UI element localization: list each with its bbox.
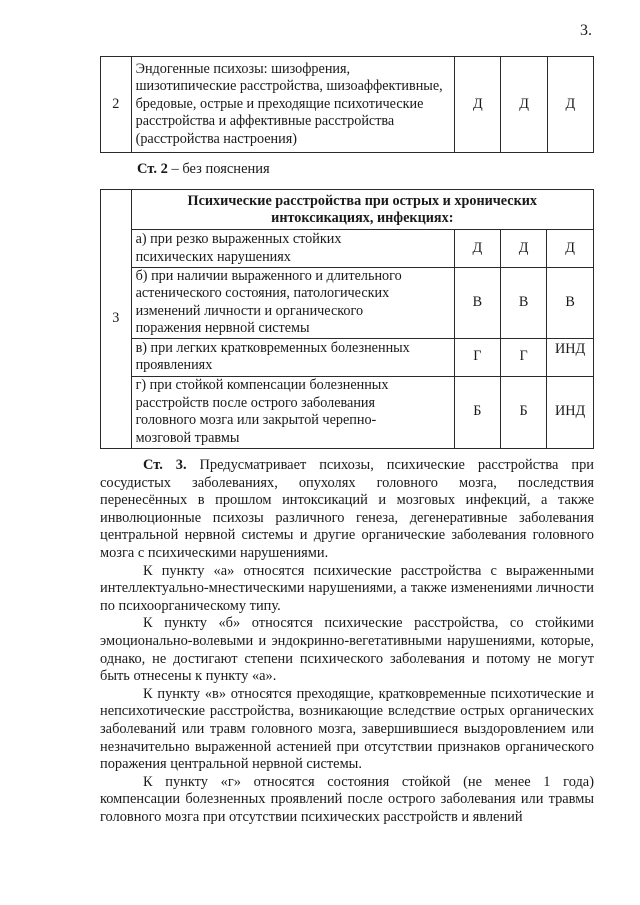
subitem-line: психических нарушениях xyxy=(135,248,291,265)
subitem-line: изменений личности и органического xyxy=(135,302,364,319)
subitem-line: головного мозга или закрытой черепно- xyxy=(135,412,377,429)
note-text: – без пояснения xyxy=(167,161,270,177)
subitem-b xyxy=(131,268,454,339)
category-cell: В xyxy=(454,268,500,339)
subitem-g xyxy=(131,376,454,448)
paragraph-text: К пункту «в» относятся преходящие, кратковременные психотические и непсихотические расстройства, возникающие вследствие острых органических заболеваний или травм головного мозга, завершившиеся выздоровлением или незначительно выраженной астенией при отсутствии признаков органического поражения центральной нервной системы. xyxy=(100,685,594,773)
row-number: 3 xyxy=(101,190,132,449)
category-cell: Д xyxy=(501,57,547,153)
subitem-a xyxy=(131,230,454,268)
category-cell: Б xyxy=(454,376,500,448)
subitem-line: в) при легких кратковременных болезненных xyxy=(135,339,410,356)
subitem-line: г) при стойкой компенсации болезненных xyxy=(135,377,389,394)
category-cell: Д xyxy=(455,57,501,153)
paragraph-text: К пункту «а» относятся психические расстройства с выраженными интеллектуально-мнестическими нарушениями, а также изменениями личности по психоорганическому типу. xyxy=(100,562,594,614)
subitem-line: расстройств после острого заболевания xyxy=(135,394,376,411)
row-text-line: (расстройства настроения) xyxy=(135,130,297,147)
row-text-line: бредовые, острые и преходящие психотические xyxy=(135,95,424,112)
table-header xyxy=(131,190,593,230)
paragraph-text: Предусматривает психозы, психические расстройства при сосудистых заболеваниях, опухолях головного мозга, последствия перенесённых в прошлом интоксикаций и мозговых инфекций, а также инволюционные психозы различного генеза, дегенеративные заболевания центральной нервной системы и другие органические заболевания головного мозга с психическими нарушениями. xyxy=(100,457,594,561)
subitem-line: поражения нервной системы xyxy=(135,320,310,337)
row-text-line: расстройства и аффективные расстройства xyxy=(135,113,395,130)
category-cell: Д xyxy=(547,57,593,153)
paragraph xyxy=(100,457,594,563)
row-text-line: шизотипические расстройства, шизоаффективные, xyxy=(135,78,443,95)
category-cell: ИНД xyxy=(547,376,594,448)
paragraph xyxy=(100,774,594,827)
category-cell: Д xyxy=(547,230,594,268)
row-description xyxy=(131,57,455,153)
subitem-line: проявлениях xyxy=(135,357,213,374)
paragraph-lead: Ст. 3. xyxy=(143,457,187,473)
page-number: 3. xyxy=(580,22,592,39)
category-cell: ИНД xyxy=(547,338,594,376)
header-line: интоксикациях, инфекциях: xyxy=(271,209,454,226)
subitem-line: мозговой травмы xyxy=(135,429,240,446)
note-st2 xyxy=(137,161,270,178)
category-cell: В xyxy=(547,268,594,339)
paragraph xyxy=(100,686,594,774)
subitem-line: б) при наличии выраженного и длительного xyxy=(135,268,402,284)
subitem-v xyxy=(131,338,454,376)
header-line: Психические расстройства при острых и хронических xyxy=(187,192,538,209)
category-cell: В xyxy=(500,268,546,339)
row-number: 2 xyxy=(101,57,132,153)
subitem-line: а) при резко выраженных стойких xyxy=(135,231,342,248)
paragraph-text: К пункту «б» относятся психические расстройства, со стойкими эмоционально-волевыми и эндокринно-вегетативными нарушениями, которые, однако, не достигают степени психического заболевания и потому не могут быть отнесены к пункту «а». xyxy=(100,615,594,685)
category-cell: Б xyxy=(500,376,546,448)
article-body xyxy=(100,457,594,826)
paragraph-text: К пункту «г» относятся состояния стойкой (не менее 1 года) компенсации болезненных проявлений после острого заболевания или травмы головного мозга при отсутствии психических расстройств и явлений xyxy=(100,773,594,825)
row-text-line: Эндогенные психозы: шизофрения, xyxy=(135,61,351,77)
table-intoxication-disorders xyxy=(100,189,594,449)
category-cell: Д xyxy=(500,230,546,268)
category-cell: Г xyxy=(454,338,500,376)
note-label: Ст. 2 xyxy=(137,161,168,177)
table-endogenous-psychoses xyxy=(100,56,594,153)
category-cell: Г xyxy=(500,338,546,376)
subitem-line: астенического состояния, патологических xyxy=(135,285,390,302)
paragraph xyxy=(100,615,594,685)
paragraph xyxy=(100,563,594,616)
category-cell: Д xyxy=(454,230,500,268)
